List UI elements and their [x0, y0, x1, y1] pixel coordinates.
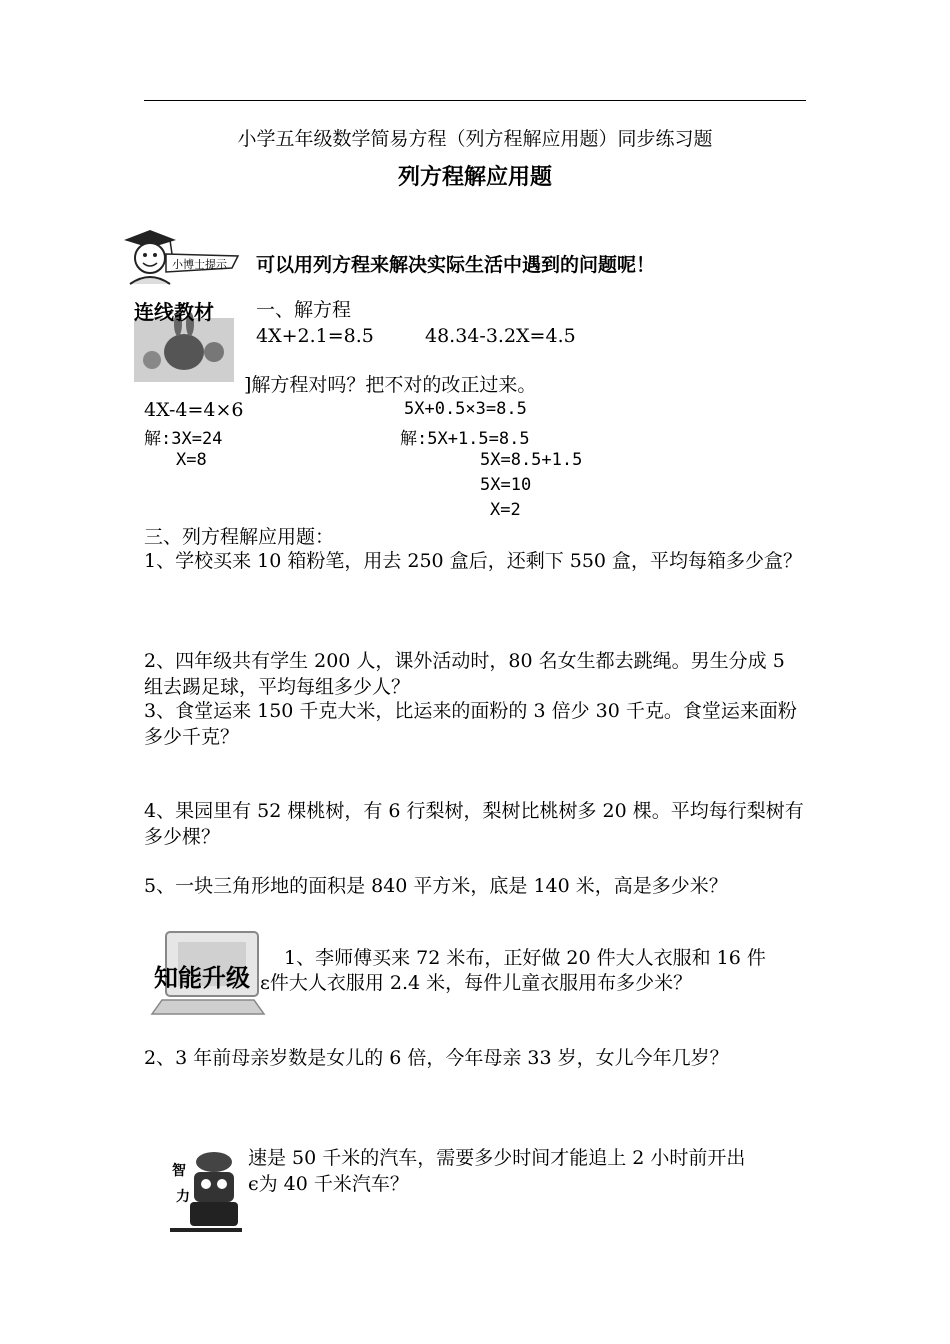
tip-badge: [120, 226, 242, 288]
question-1: 1、学校买来 10 箱粉笔，用去 250 盒后，还剩下 550 盒，平均每箱多少盒？: [144, 550, 803, 572]
question-4: 4、果园里有 52 棵桃树，有 6 行梨树，梨树比桃树多 20 棵。平均每行梨树有多少棵？: [144, 800, 804, 848]
top-rule: [144, 100, 806, 101]
textbook-badge-label: 连线教材: [134, 300, 214, 324]
work-left-line-1: 4X-4=4×6: [144, 399, 244, 421]
section1-heading: 一、解方程: [256, 299, 352, 321]
work-right-line-3: 5X=8.5+1.5: [480, 450, 583, 470]
brain-badge: [164, 1146, 248, 1238]
upgrade-badge: [144, 924, 272, 1020]
work-right-line-5: X=2: [490, 500, 521, 520]
work-right-line-1: 5X+0.5×3=8.5: [404, 399, 527, 419]
equation-2: 48.34-3.2X=4.5: [425, 325, 576, 347]
section3-heading: 三、列方程解应用题：: [144, 526, 335, 548]
tip-text: 可以用列方程来解决实际生活中遇到的问题呢！: [256, 254, 656, 276]
question-5: 5、一块三角形地的面积是 840 平方米，底是 140 米，高是多少米？: [144, 875, 728, 897]
page-subtitle: 小学五年级数学简易方程（列方程解应用题）同步练习题: [237, 128, 713, 150]
work-left-line-2: 解:3X=24: [144, 429, 223, 449]
upgrade-question-1-line-1: 1、李师傅买来 72 米布，正好做 20 件大人衣服和 16 件: [284, 947, 766, 969]
work-right-line-2: 解:5X+1.5=8.5: [400, 429, 530, 449]
brain-badge-zhi: 智: [172, 1163, 186, 1179]
upgrade-question-1-line-2: ɛ件大人衣服用 2.4 米，每件儿童衣服用布多少米？: [260, 972, 693, 994]
brain-question-line-1: 速是 50 千米的汽车，需要多少时间才能追上 2 小时前开出: [248, 1147, 746, 1169]
equation-1: 4X+2.1=8.5: [256, 325, 374, 347]
work-left-line-3: X=8: [176, 450, 207, 470]
page-title: 列方程解应用题: [397, 165, 552, 190]
upgrade-question-2: 2、3 年前母亲岁数是女儿的 6 倍，今年母亲 33 岁，女儿今年几岁？: [144, 1047, 729, 1069]
question-3: 3、食堂运来 150 千克大米，比运来的面粉的 3 倍少 30 千克。食堂运来面粉多少千克？: [144, 700, 797, 748]
upgrade-badge-label: 知能升级: [154, 964, 250, 992]
work-right-line-4: 5X=10: [480, 475, 532, 495]
question-2: 2、四年级共有学生 200 人，课外活动时，80 名女生都去跳绳。男生分成 5 组去踢足球，平均每组多少人？: [144, 650, 785, 698]
tip-badge-label: 小博士提示: [172, 258, 227, 271]
brain-badge-li: 力: [176, 1189, 190, 1205]
textbook-badge: [128, 294, 246, 386]
brain-question-line-2: є为 40 千米汽车？: [248, 1173, 409, 1195]
section2-heading: ]解方程对吗？把不对的改正过来。: [244, 374, 537, 396]
